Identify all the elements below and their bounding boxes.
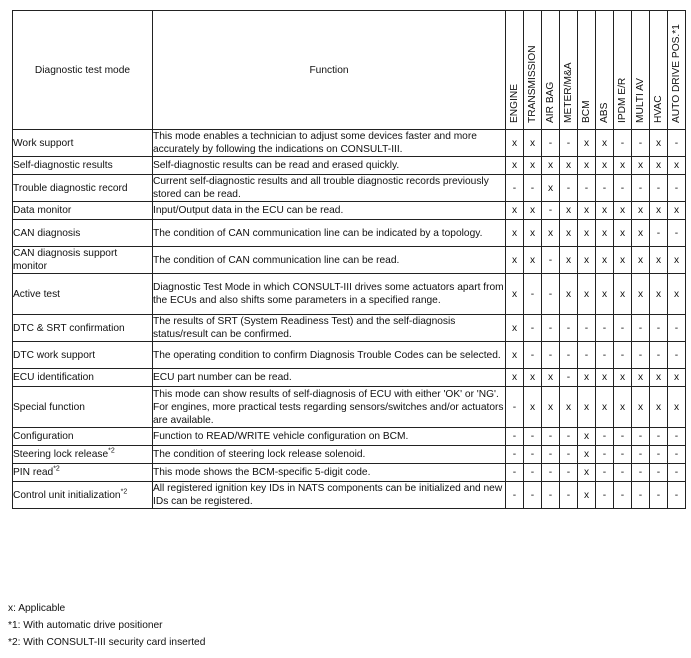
applicability-cell: x (614, 387, 632, 428)
applicability-cell: x (668, 369, 686, 387)
applicability-cell: - (668, 175, 686, 202)
applicability-cell: x (524, 157, 542, 175)
applicability-cell: x (578, 369, 596, 387)
applicability-cell: - (542, 315, 560, 342)
applicability-cell: - (596, 315, 614, 342)
applicability-cell: - (668, 464, 686, 482)
applicability-cell: x (632, 387, 650, 428)
applicability-cell: - (542, 482, 560, 509)
applicability-cell: x (560, 202, 578, 220)
applicability-cell: - (614, 464, 632, 482)
footnote: *1: With automatic drive positioner (8, 620, 163, 631)
table-row (13, 175, 686, 202)
applicability-cell: - (632, 446, 650, 464)
applicability-cell: x (614, 157, 632, 175)
applicability-cell: - (560, 482, 578, 509)
applicability-cell: x (668, 274, 686, 315)
column-header-system: TRANSMISSION (524, 11, 542, 130)
applicability-cell: - (578, 342, 596, 369)
applicability-cell: - (524, 428, 542, 446)
column-header-system: METER/M&A (560, 11, 578, 130)
applicability-cell: - (632, 315, 650, 342)
applicability-cell: x (596, 157, 614, 175)
function-cell: The condition of CAN communication line can be read. (153, 247, 506, 274)
table-row (13, 464, 686, 482)
table-row (13, 387, 686, 428)
function-cell: The condition of CAN communication line can be indicated by a topology. (153, 220, 506, 247)
applicability-cell: - (596, 342, 614, 369)
function-cell: This mode can show results of self-diagnosis of ECU with either 'OK' or 'NG'. For engines, more practical tests regarding sensors/switches and/or actuators are available. (153, 388, 504, 426)
applicability-cell: x (632, 369, 650, 387)
applicability-cell: - (650, 482, 668, 509)
applicability-cell: x (524, 369, 542, 387)
applicability-cell: - (524, 175, 542, 202)
table-row (13, 428, 686, 446)
applicability-cell: - (560, 464, 578, 482)
applicability-cell: - (632, 175, 650, 202)
applicability-cell: x (632, 274, 650, 315)
applicability-cell: - (542, 130, 560, 157)
applicability-cell: x (596, 220, 614, 247)
mode-cell: Work support (13, 130, 153, 157)
applicability-cell: - (542, 247, 560, 274)
applicability-cell: - (632, 428, 650, 446)
mode-cell: CAN diagnosis (13, 220, 153, 247)
applicability-cell: x (596, 130, 614, 157)
applicability-cell: x (506, 220, 524, 247)
applicability-cell: - (560, 446, 578, 464)
column-header-system: MULTI AV (632, 11, 650, 130)
applicability-cell: - (524, 464, 542, 482)
applicability-cell: - (596, 482, 614, 509)
applicability-cell: x (560, 274, 578, 315)
applicability-cell: - (668, 315, 686, 342)
applicability-cell: x (542, 387, 560, 428)
applicability-cell: x (506, 369, 524, 387)
applicability-cell: - (506, 446, 524, 464)
applicability-cell: x (650, 157, 668, 175)
applicability-cell: - (614, 130, 632, 157)
function-cell: This mode enables a technician to adjust some devices faster and more accurately by following the indications on CONSULT-III. (153, 130, 506, 157)
applicability-cell: - (560, 315, 578, 342)
table-row (13, 482, 686, 509)
applicability-cell: x (632, 220, 650, 247)
applicability-cell: - (632, 464, 650, 482)
footnote: x: Applicable (8, 603, 66, 614)
applicability-cell: - (650, 175, 668, 202)
applicability-cell: x (578, 130, 596, 157)
applicability-cell: x (506, 157, 524, 175)
applicability-cell: - (668, 220, 686, 247)
applicability-cell: x (596, 274, 614, 315)
table-row (13, 274, 686, 315)
applicability-cell: x (650, 369, 668, 387)
applicability-cell: x (542, 175, 560, 202)
applicability-cell: x (578, 464, 596, 482)
applicability-cell: x (596, 247, 614, 274)
function-cell: Self-diagnostic results can be read and erased quickly. (153, 157, 506, 175)
applicability-cell: x (668, 202, 686, 220)
applicability-cell: - (650, 446, 668, 464)
applicability-cell: x (578, 202, 596, 220)
mode-cell: DTC work support (13, 342, 153, 369)
applicability-cell: - (560, 369, 578, 387)
applicability-cell: - (614, 342, 632, 369)
footnotes (8, 600, 205, 651)
applicability-cell: x (632, 157, 650, 175)
table-row (13, 202, 686, 220)
applicability-cell: x (578, 387, 596, 428)
applicability-cell: - (650, 464, 668, 482)
applicability-cell: x (560, 387, 578, 428)
applicability-cell: x (524, 220, 542, 247)
function-cell: The results of SRT (System Readiness Test) and the self-diagnosis status/result can be confirmed. (153, 315, 506, 342)
column-header-mode: Diagnostic test mode (13, 11, 153, 130)
applicability-cell: - (632, 130, 650, 157)
applicability-cell: x (578, 157, 596, 175)
applicability-cell: x (650, 202, 668, 220)
column-header-system: ABS (596, 11, 614, 130)
applicability-cell: - (632, 482, 650, 509)
table-row (13, 315, 686, 342)
applicability-cell: - (506, 428, 524, 446)
applicability-cell: - (560, 175, 578, 202)
applicability-cell: x (578, 247, 596, 274)
applicability-cell: - (596, 428, 614, 446)
function-cell: ECU part number can be read. (153, 369, 506, 387)
footnote-ref: *2 (120, 488, 128, 496)
applicability-cell: x (578, 274, 596, 315)
function-cell: The condition of steering lock release solenoid. (153, 446, 506, 464)
applicability-cell: - (542, 274, 560, 315)
applicability-cell: - (650, 220, 668, 247)
applicability-cell: x (614, 369, 632, 387)
applicability-cell: x (560, 157, 578, 175)
applicability-cell: - (560, 342, 578, 369)
mode-cell: CAN diagnosis support monitor (13, 247, 153, 274)
column-header-function: Function (153, 11, 506, 130)
applicability-cell: x (524, 202, 542, 220)
mode-cell: Data monitor (13, 202, 153, 220)
applicability-cell: x (596, 387, 614, 428)
table-row (13, 247, 686, 274)
applicability-cell: - (542, 342, 560, 369)
applicability-cell: x (632, 202, 650, 220)
applicability-cell: x (578, 482, 596, 509)
applicability-cell: - (668, 482, 686, 509)
applicability-cell: x (524, 247, 542, 274)
applicability-cell: x (578, 446, 596, 464)
applicability-cell: - (524, 315, 542, 342)
table-row (13, 342, 686, 369)
applicability-cell: - (506, 175, 524, 202)
table-row (13, 157, 686, 175)
function-cell: Function to READ/WRITE vehicle configuration on BCM. (153, 428, 506, 446)
function-cell: Diagnostic Test Mode in which CONSULT-III drives some actuators apart from the ECUs and also shifts some parameters in a specified range. (153, 274, 506, 315)
mode-cell: Active test (13, 274, 153, 315)
mode-cell: Configuration (13, 428, 153, 446)
applicability-cell: x (596, 202, 614, 220)
applicability-cell: - (614, 446, 632, 464)
applicability-cell: - (596, 175, 614, 202)
applicability-cell: x (578, 428, 596, 446)
footnote-ref: *2 (53, 465, 60, 473)
function-cell: This mode shows the BCM-specific 5-digit code. (153, 464, 506, 482)
applicability-cell: - (614, 482, 632, 509)
mode-cell: Control unit initialization$^{*2}$ (13, 482, 153, 509)
applicability-cell: - (524, 342, 542, 369)
applicability-cell: - (560, 130, 578, 157)
function-cell: The operating condition to confirm Diagnosis Trouble Codes can be selected. (153, 342, 506, 369)
footnote: *2: With CONSULT-III security card inserted (8, 637, 206, 648)
mode-cell: PIN read$^{*2}$ (13, 464, 153, 482)
table-row (13, 220, 686, 247)
applicability-cell: - (524, 274, 542, 315)
applicability-cell: - (506, 387, 524, 428)
applicability-cell: - (668, 428, 686, 446)
footnote-ref: *2 (108, 447, 115, 455)
applicability-cell: - (578, 315, 596, 342)
applicability-cell: - (614, 428, 632, 446)
applicability-cell: x (542, 369, 560, 387)
header-row (13, 11, 686, 130)
column-header-system: HVAC (650, 11, 668, 130)
applicability-cell: - (560, 428, 578, 446)
applicability-cell: - (650, 342, 668, 369)
applicability-cell: x (632, 247, 650, 274)
applicability-cell: x (668, 157, 686, 175)
applicability-cell: - (506, 464, 524, 482)
applicability-cell: x (524, 387, 542, 428)
applicability-cell: - (542, 202, 560, 220)
applicability-cell: x (668, 387, 686, 428)
applicability-cell: x (524, 130, 542, 157)
applicability-cell: - (596, 464, 614, 482)
applicability-cell: - (668, 446, 686, 464)
applicability-cell: - (650, 315, 668, 342)
applicability-cell: x (596, 369, 614, 387)
applicability-cell: x (650, 130, 668, 157)
applicability-cell: - (506, 482, 524, 509)
table-body (13, 130, 686, 509)
applicability-cell: x (614, 247, 632, 274)
applicability-cell: x (650, 274, 668, 315)
applicability-cell: x (506, 274, 524, 315)
applicability-cell: x (650, 387, 668, 428)
column-header-system: BCM (578, 11, 596, 130)
table-row (13, 369, 686, 387)
applicability-cell: x (506, 342, 524, 369)
mode-cell: Steering lock release$^{*2}$ (13, 446, 153, 464)
applicability-cell: x (560, 247, 578, 274)
applicability-cell: - (632, 342, 650, 369)
mode-cell: DTC & SRT confirmation (13, 315, 153, 342)
column-header-system: AIR BAG (542, 11, 560, 130)
applicability-cell: - (524, 446, 542, 464)
mode-cell: Self-diagnostic results (13, 157, 153, 175)
applicability-cell: - (542, 446, 560, 464)
applicability-cell: x (506, 202, 524, 220)
mode-cell: Trouble diagnostic record (13, 175, 153, 202)
table-row (13, 446, 686, 464)
applicability-cell: x (506, 247, 524, 274)
applicability-cell: x (578, 220, 596, 247)
applicability-cell: - (596, 446, 614, 464)
applicability-cell: x (614, 274, 632, 315)
applicability-cell: - (578, 175, 596, 202)
table-row (13, 130, 686, 157)
applicability-cell: - (668, 342, 686, 369)
mode-cell: Special function (13, 387, 153, 428)
column-header-system: ENGINE (506, 11, 524, 130)
applicability-cell: x (614, 202, 632, 220)
diagnostic-test-mode-table (12, 10, 686, 509)
applicability-cell: - (668, 130, 686, 157)
applicability-cell: - (614, 315, 632, 342)
column-header-system: IPDM E/R (614, 11, 632, 130)
applicability-cell: x (614, 220, 632, 247)
applicability-cell: - (614, 175, 632, 202)
applicability-cell: x (650, 247, 668, 274)
applicability-cell: - (524, 482, 542, 509)
applicability-cell: x (542, 220, 560, 247)
function-cell: Current self-diagnostic results and all trouble diagnostic records previously stored can be read. (153, 175, 506, 202)
applicability-cell: - (542, 464, 560, 482)
function-cell: Input/Output data in the ECU can be read. (153, 202, 506, 220)
applicability-cell: x (542, 157, 560, 175)
applicability-cell: x (506, 130, 524, 157)
applicability-cell: x (560, 220, 578, 247)
function-cell: All registered ignition key IDs in NATS components can be initialized and new IDs can be registered. (153, 482, 506, 509)
column-header-system: AUTO DRIVE POS.*1 (668, 11, 686, 130)
applicability-cell: - (542, 428, 560, 446)
applicability-cell: - (650, 428, 668, 446)
applicability-cell: x (506, 315, 524, 342)
mode-cell: ECU identification (13, 369, 153, 387)
applicability-cell: x (668, 247, 686, 274)
